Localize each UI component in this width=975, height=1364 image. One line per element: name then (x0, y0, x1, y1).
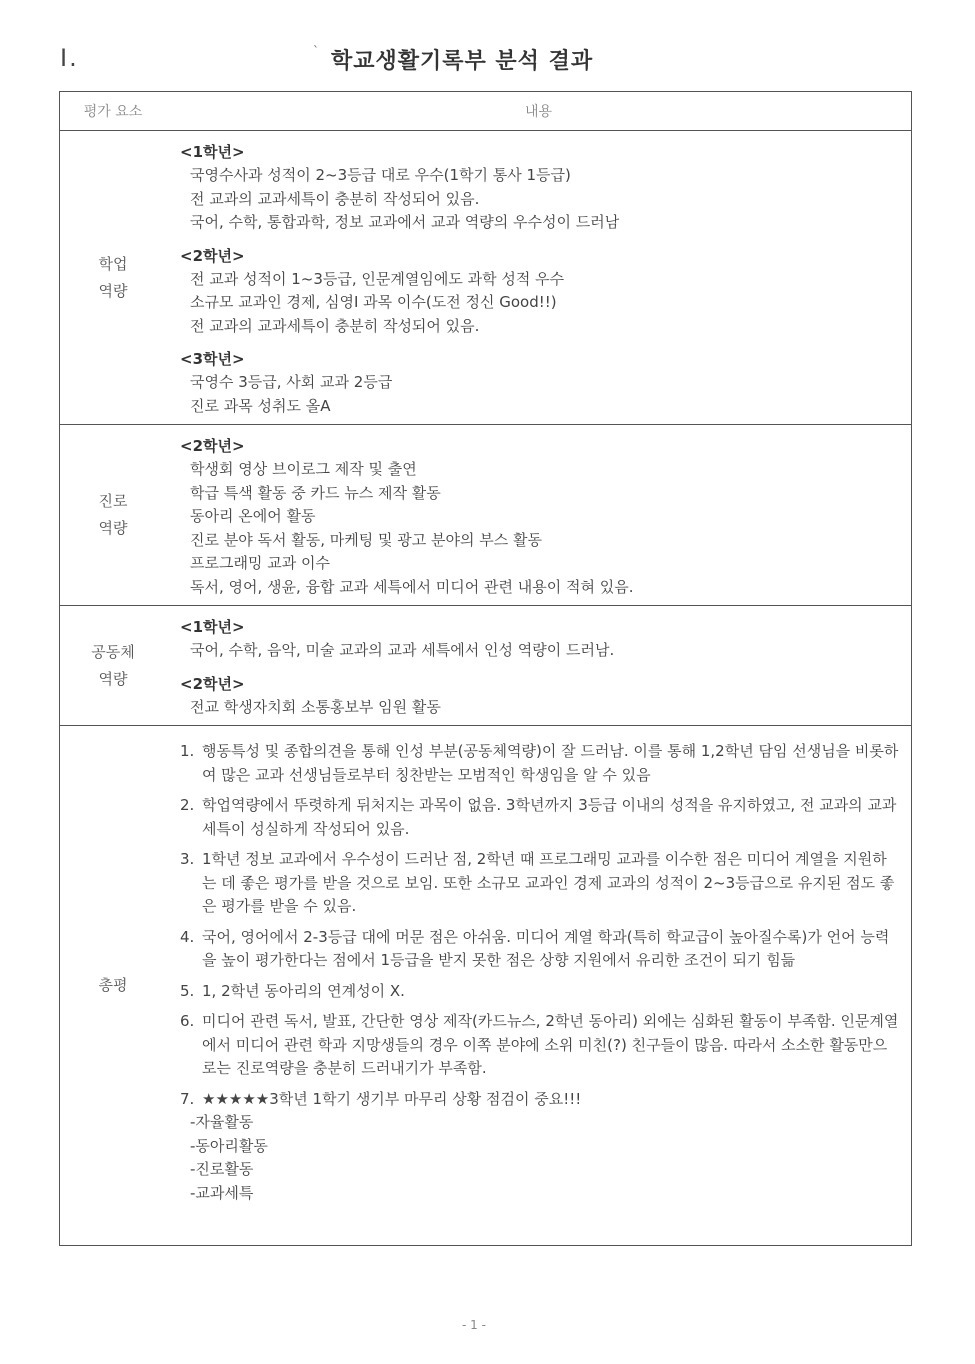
content-line: 국영수사과 성적이 2~3등급 대로 우수(1학기 통사 1등급) (190, 166, 571, 184)
column-header-criteria: 평가 요소 (60, 92, 167, 131)
summary-item (180, 794, 901, 841)
item-text: 국어, 영어에서 2-3등급 대에 머문 점은 아쉬움. 미디어 계열 학과(특히 학교급이 높아질수록)가 언어 능력을 높이 평가한다는 점에서 1등급을 받지 못한 점은 상향 지원에서 유리한 조건이 되기 힘듦 (202, 927, 890, 969)
content-line: 독서, 영어, 생윤, 융합 교과 세특에서 미디어 관련 내용이 적혀 있음. (190, 577, 634, 596)
content-line: 전 교과 성적이 1~3등급, 인문계열임에도 과학 성적 우수 (190, 269, 565, 288)
content-line: 전교 학생자치회 소통홍보부 임원 활동 (190, 697, 441, 716)
table-row (60, 726, 912, 1246)
item-number: 2. (180, 796, 195, 814)
content-line: 소규모 교과인 경제, 심영Ⅰ 과목 이수(도전 정신 Good!!) (190, 293, 557, 311)
item-text: ★★★★★3학년 1학기 생기부 마무리 상황 점검이 중요!!! (202, 1089, 582, 1108)
content-line: 프로그래밍 교과 이수 (190, 554, 330, 572)
label-line: 역량 (98, 669, 128, 688)
content-line: 진로 분야 독서 활동, 마케팅 및 광고 분야의 부스 활동 (190, 530, 542, 549)
row-content-summary (166, 726, 912, 1246)
summary-item (180, 980, 901, 1004)
content-line: 국어, 수학, 통합과학, 정보 교과에서 교과 역량의 우수성이 드러남 (190, 213, 620, 231)
content-line: 국어, 수학, 음악, 미술 교과의 교과 세특에서 인성 역량이 드러남. (190, 641, 615, 659)
content-line: 국영수 3등급, 사회 교과 2등급 (190, 373, 393, 391)
row-label-community (60, 606, 167, 726)
label-line: 진로 (98, 492, 128, 510)
section-number: Ⅰ. (60, 44, 79, 72)
summary-subitem: -교과세특 (190, 1183, 254, 1202)
grade-heading: <1학년> (180, 618, 245, 636)
item-text: 1학년 정보 교과에서 우수성이 드러난 점, 2학년 때 프로그래밍 교과를 이수한 점은 미디어 계열을 지원하는 데 좋은 평가를 받을 것으로 보임. 또한 소규모 교과인 경제 교과의 성적이 2~3등급으로 유지된 점도 좋은 평가를 받을 수 있음. (202, 850, 895, 915)
content-line: 동아리 온에어 활동 (190, 507, 316, 525)
row-content-career (166, 425, 912, 606)
row-label-academic (60, 131, 167, 425)
table-row (60, 131, 912, 425)
item-number: 4. (180, 927, 195, 946)
item-number: 6. (180, 1012, 195, 1030)
row-content-academic (166, 131, 912, 425)
item-text: 학업역량에서 뚜렷하게 뒤처지는 과목이 없음. 3학년까지 3등급 이내의 성적을 유지하였고, 전 교과의 교과세특이 성실하게 작성되어 있음. (202, 796, 897, 838)
table-header-row (60, 92, 912, 131)
item-text: 1, 2학년 동아리의 연계성이 X. (202, 981, 405, 1000)
summary-item (180, 740, 901, 787)
tick-mark: ` (313, 44, 319, 58)
content-line: 전 교과의 교과세특이 충분히 작성되어 있음. (190, 189, 480, 208)
label-line: 공동체 (91, 642, 135, 661)
summary-item (180, 1010, 901, 1081)
page-number: - 1 - (462, 1318, 486, 1332)
analysis-table (59, 91, 912, 1246)
summary-subitem: -동아리활동 (190, 1136, 268, 1155)
item-number: 1. (180, 742, 195, 760)
item-number: 3. (180, 850, 195, 868)
summary-subitem: -자율활동 (190, 1113, 254, 1131)
summary-item (180, 1088, 901, 1112)
item-number: 5. (180, 981, 195, 1000)
table-row (60, 606, 912, 726)
grade-heading: <2학년> (180, 246, 245, 265)
label-line: 역량 (98, 519, 128, 537)
column-header-content: 내용 (166, 92, 912, 131)
summary-item (180, 926, 901, 973)
summary-subitem: -진로활동 (190, 1160, 254, 1178)
content-line: 전 교과의 교과세특이 충분히 작성되어 있음. (190, 316, 480, 335)
grade-heading: <2학년> (180, 437, 245, 455)
item-number: 7. (180, 1089, 195, 1108)
page-title: 학교생활기록부 분석 결과 (331, 49, 594, 74)
row-label-career (60, 425, 167, 606)
table-row (60, 425, 912, 606)
content-line: 학생회 영상 브이로그 제작 및 출연 (190, 460, 417, 478)
grade-heading: <2학년> (180, 674, 245, 693)
row-content-community (166, 606, 912, 726)
label-line: 학업 (98, 254, 128, 273)
item-text: 행동특성 및 종합의견을 통해 인성 부분(공동체역량)이 잘 드러남. 이를 통해 1,2학년 담임 선생님을 비롯하여 많은 교과 선생님들로부터 칭찬받는 모범적인 학생임을 알 수 있음 (202, 742, 899, 784)
grade-heading: <1학년> (180, 143, 245, 161)
item-text: 미디어 관련 독서, 발표, 간단한 영상 제작(카드뉴스, 2학년 동아리) 외에는 심화된 활동이 부족함. 인문계열에서 미디어 관련 학과 지망생들의 경우 이쪽 분야에 소위 미친(?) 친구들이 많음. 따라서 소소한 활동만으로는 진로역량을 충분히 드러내기가 부족함. (202, 1012, 899, 1077)
content-line: 학급 특색 활동 중 카드 뉴스 제작 활동 (190, 483, 441, 502)
grade-heading: <3학년> (180, 350, 245, 368)
summary-item (180, 848, 901, 919)
content-line: 진로 과목 성취도 올A (190, 396, 331, 415)
row-label-summary: 총평 (60, 726, 167, 1246)
label-line: 역량 (98, 281, 128, 300)
